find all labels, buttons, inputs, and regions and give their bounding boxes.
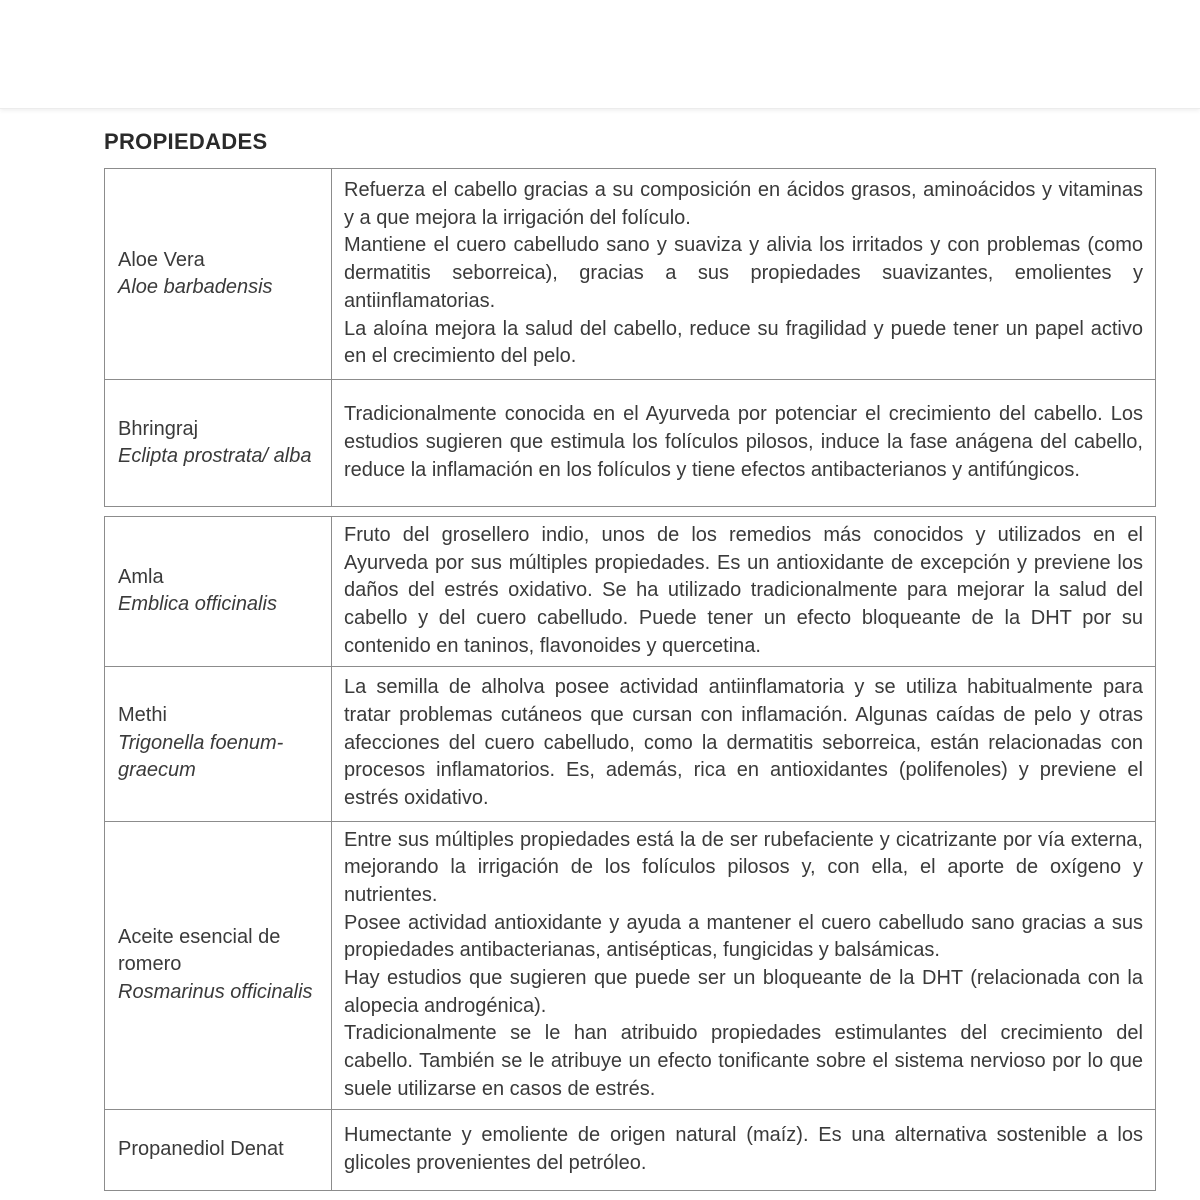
common-name: Methi (118, 704, 167, 727)
description-paragraph: Tradicionalmente conocida en el Ayurveda por potenciar el crecimiento del cabello. Los estudios sugieren que estimula los folículos pilosos, induce la fase anágena del cabello, reduce la inflamación en los folículos y tiene efectos antibacterianos y antifúngicos. (344, 403, 1143, 481)
ingredient-name-cell (105, 169, 332, 380)
description-paragraph: Refuerza el cabello gracias a su composición en ácidos grasos, aminoácidos y vitaminas y a que mejora la irrigación del folículo. (344, 179, 1143, 229)
description-paragraph: Entre sus múltiples propiedades está la de ser rubefaciente y cicatrizante por vía externa, mejorando la irrigación de los folículos pilosos y, con ella, el aporte de oxígeno y nutrientes. (344, 828, 1143, 906)
common-name: Amla (118, 565, 164, 588)
description-paragraph: Humectante y emoliente de origen natural (maíz). Es una alternativa sostenible a los glicoles provenientes del petróleo. (344, 1123, 1143, 1174)
description-cell (332, 821, 1156, 1109)
ingredient-name-cell (105, 1109, 332, 1190)
table-row (105, 666, 1156, 821)
properties-table-2 (104, 516, 1156, 1191)
ingredient-name-cell (105, 517, 332, 667)
ingredient-name-cell (105, 666, 332, 821)
latin-name: Eclipta prostrata/ alba (118, 445, 312, 467)
description-cell (332, 517, 1156, 667)
common-name: Aceite esencial de romero (118, 925, 281, 976)
description-paragraph: Mantiene el cuero cabelludo sano y suaviza y alivia los irritados y con problemas (como dermatitis seborreica), gracias a sus propiedades suavizantes, emolientes y antiinflamatorias. (344, 234, 1143, 312)
common-name: Propanediol Denat (118, 1137, 284, 1160)
description-paragraph: La semilla de alholva posee actividad antiinflamatoria y se utiliza habitualmente para tratar problemas cutáneos que cursan con inflamación. Algunas caídas de pelo y otras afecciones del cuero cabelludo, como la dermatitis seborreica, están relacionadas con procesos inflamatorios. Es, además, rica en antioxidantes (polifenoles) y previene el estrés oxidativo. (344, 676, 1143, 810)
table-row (105, 821, 1156, 1109)
ingredient-name-cell (105, 821, 332, 1109)
latin-name: Emblica officinalis (118, 593, 277, 616)
common-name: Bhringraj (118, 417, 199, 440)
latin-name: Aloe barbadensis (118, 276, 273, 298)
description-paragraph: Hay estudios que sugieren que puede ser un bloqueante de la DHT (relacionada con la alopecia androgénica). (344, 967, 1143, 1017)
description-paragraph: Fruto del grosellero indio, unos de los remedios más conocidos y utilizados en el Ayurveda por sus múltiples propiedades. Es un antioxidante de excepción y previene los daños del estrés oxidativo. Se ha utilizado tradicionalmente para mejorar la salud del cabello y del cuero cabelludo. Puede tener un efecto bloqueante de la DHT por su contenido en taninos, flavonoides y quercetina. (344, 524, 1143, 657)
description-cell (332, 1109, 1156, 1190)
table-row (105, 169, 1156, 380)
latin-name: Rosmarinus officinalis (118, 980, 313, 1003)
table-row (105, 1109, 1156, 1190)
properties-table-1 (104, 168, 1156, 507)
section-title: PROPIEDADES (104, 129, 268, 154)
table-row (105, 380, 1156, 507)
top-header-band (0, 0, 1200, 109)
table-row (105, 517, 1156, 667)
description-cell (332, 380, 1156, 507)
description-paragraph: La aloína mejora la salud del cabello, reduce su fragilidad y puede tener un papel activo en el crecimiento del pelo. (344, 317, 1143, 368)
description-paragraph: Tradicionalmente se le han atribuido propiedades estimulantes del crecimiento del cabello. También se le atribuye un efecto tonificante sobre el sistema nervioso por lo que suele utilizarse en casos de estrés. (344, 1022, 1143, 1100)
description-cell (332, 666, 1156, 821)
description-paragraph: Posee actividad antioxidante y ayuda a mantener el cuero cabelludo sano gracias a sus propiedades antibacterianas, antisépticas, fungicidas y balsámicas. (344, 911, 1143, 962)
latin-name: Trigonella foenum-graecum (118, 731, 284, 782)
ingredient-name-cell (105, 380, 332, 507)
common-name: Aloe Vera (118, 248, 205, 271)
description-cell (332, 169, 1156, 380)
